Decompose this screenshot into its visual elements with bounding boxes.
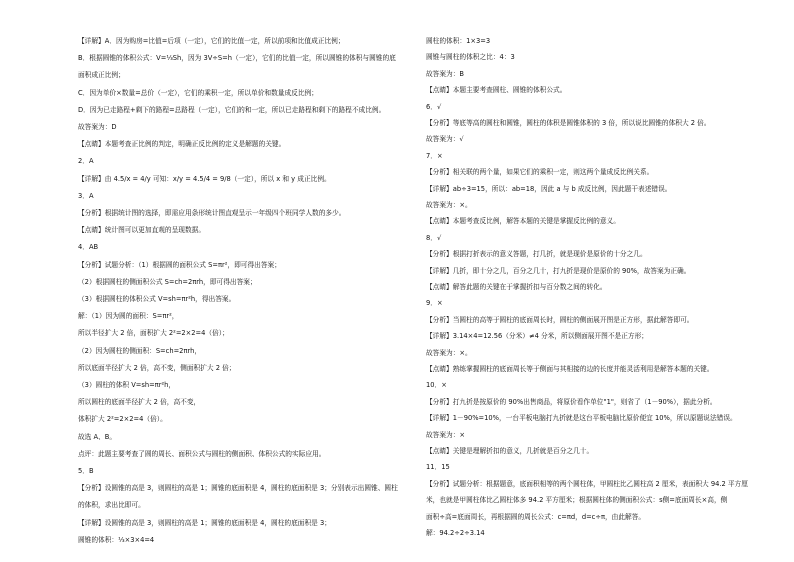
text-line: 3．A <box>78 191 94 200</box>
text-line: 所以半径扩大 2 倍，面积扩大 2²=2×2=4（倍）； <box>78 329 229 338</box>
text-line: 6．√ <box>426 102 442 111</box>
text-line: 【分析】当圆柱的高等于圆柱的底面周长时，圆柱的侧面展开图是正方形，据此解答即可。 <box>426 315 694 324</box>
text-line: 圆柱的体积：1×3=3 <box>426 37 491 45</box>
text-line: 【点睛】本题考查正比例的判定，明确正反比例的定义是解题的关键。 <box>78 140 286 149</box>
text-line: C．因为单价×数量=总价（一定），它们的乘积一定，所以单价和数量成反比例； <box>78 88 318 97</box>
text-line: 【分析】根据打折表示的意义答题，打几折，就是现价是原价的十分之几。 <box>426 250 647 259</box>
text-line: 【详解】3.14×4=12.56（分米）≠4 分米，所以侧面展开图不是正方形； <box>426 332 648 341</box>
text-line: 故答案为：D <box>78 123 117 131</box>
text-line: 所以圆柱的底面半径扩大 2 倍，高不变， <box>78 398 201 407</box>
text-line: 【点睛】关键是理解折扣的意义，几折就是百分之几十。 <box>426 447 594 455</box>
text-line: 9．× <box>426 299 443 308</box>
text-line: 故答案为：× <box>426 430 466 439</box>
text-line: 11．15 <box>426 463 450 472</box>
text-line: 【详解】ab÷3=15，所以：ab=18，因此 a 与 b 成反比例，因此题干表述错误。 <box>426 184 672 193</box>
text-line: 【分析】试题分析：根据题意，底面积相等的两个圆柱体，甲圆柱比乙圆柱高 2 厘米，表面积大 94.2 平方厘 <box>426 479 748 488</box>
text-line: 5．B <box>78 467 94 475</box>
text-line: 所以底面半径扩大 2 倍，高不变，侧面积扩大 2 倍； <box>78 363 236 372</box>
text-line: 【分析】打九折是按原价的 90%出售商品，将原价看作单位"1"，则省了（1－90%），据此分析。 <box>426 397 717 406</box>
text-line: D．因为已走路程+剩下的路程=总路程（一定），它们的和一定，所以已走路程和剩下的路程不成比例。 <box>78 105 386 114</box>
text-line: 【详解】1－90%=10%，一台平板电脑打九折就是这台平板电脑比原价便宜 10%，所以原题说法错误。 <box>426 414 737 423</box>
text-line: 米，也就是甲圆柱体比乙圆柱体多 94.2 平方厘米；根据圆柱体的侧面积公式：s侧=底面周长×高，侧 <box>426 496 728 505</box>
text-line: 【分析】根据统计图的选择，即需应用条形统计图直观呈示一年级四个班同学人数的多少。 <box>78 209 346 217</box>
text-line: 【点睛】本题主要考查圆柱、圆锥的体积公式。 <box>426 86 567 95</box>
text-line: 面积÷高=底面周长，再根据圆的周长公式：c=πd，d=c÷π，由此解答。 <box>426 512 646 521</box>
text-line: 8．√ <box>426 233 442 242</box>
text-line: 【详解】由 4.5/x = 4/y 可知：x/y = 4.5/4 = 9/8（一定），所以 x 和 y 成正比例。 <box>78 174 331 183</box>
text-line: 故答案为：√ <box>426 135 464 144</box>
text-line: 【分析】设圆锥的高是 3，则圆柱的高是 1；圆锥的底面积是 4，圆柱的底面积是 3；分别表示出圆锥、圆柱 <box>78 484 398 493</box>
text-line: 【点睛】解答此题的关键在于掌握折扣与百分数之间的转化。 <box>426 283 607 291</box>
text-line: 【详解】A．因为购房=比值=后项（一定），它们的比值一定，所以前项和比值成正比例； <box>78 37 345 45</box>
text-line: 面积成正比例； <box>78 71 125 80</box>
text-line: 2．A <box>78 157 94 166</box>
text-line: 圆锥与圆柱的体积之比：4：3 <box>426 53 515 62</box>
text-line: 故答案为：×。 <box>426 348 472 357</box>
text-line: 故答案为：×。 <box>426 201 472 209</box>
text-line: 10．× <box>426 381 447 390</box>
text-line: （2）因为圆柱的侧面积：S=ch=2πrh， <box>78 346 202 355</box>
text-line: （2）根据圆柱的侧面积公式 S=ch=2πrh，即可得出答案； <box>78 277 257 286</box>
text-line: 【点睛】统计图可以更加直观的呈现数据。 <box>78 226 206 235</box>
text-line: （3）圆柱的体积 V=sh=πr²h， <box>78 381 176 389</box>
text-line: 【分析】试题分析：（1）根据圆的面积公式 S=πr²，即可得出答案； <box>78 260 281 269</box>
text-line: 解：94.2÷2÷3.14 <box>426 529 485 537</box>
text-line: 【点睛】本题考查反比例，解答本题的关键是掌握反比例的意义。 <box>426 217 620 226</box>
text-line: 体积扩大 2²=2×2=4（倍）。 <box>78 415 167 424</box>
text-line: 解：（1）因为圆的面积：S=πr²， <box>78 312 179 321</box>
text-line: 故答案为：B <box>426 69 465 78</box>
text-line: 【分析】等底等高的圆柱和圆锥，圆柱的体积是圆锥体积的 3 倍，所以说比圆锥的体积大 2 倍。 <box>426 119 711 127</box>
text-line: B．根据圆锥的体积公式：V=⅓Sh，因为 3V÷S=h（一定），它们的比值一定，所以圆锥的体积与圆锥的底 <box>78 54 396 63</box>
text-line: 4．AB <box>78 243 99 252</box>
text-line: 【分析】相关联的两个量，如果它们的乘积一定，则这两个量成反比例关系。 <box>426 168 654 177</box>
text-line: 的体积，求出比即可。 <box>78 501 145 510</box>
text-line: 【详解】设圆锥的高是 3，则圆柱的高是 1；圆锥的底面积是 4，圆柱的底面积是 3； <box>78 518 331 527</box>
text-line: 圆锥的体积：⅓×3×4=4 <box>78 535 155 544</box>
text-line: 7．× <box>426 151 443 160</box>
text-line: 【点睛】熟练掌握圆柱的底面周长等于侧面与其相接的边的长度并能灵活利用是解答本题的关键。 <box>426 365 714 373</box>
text-line: 故选 A、B。 <box>78 432 117 441</box>
text-line: （3）根据圆柱的体积公式 V=sh=πr²h，得出答案。 <box>78 295 236 303</box>
text-line: 【详解】几折，即十分之几，百分之几十，打九折是现价是原价的 90%，故答案为正确。 <box>426 266 691 275</box>
text-line: 点评：此题主要考查了圆的周长、面积公式与圆柱的侧面积、体积公式的实际应用。 <box>78 449 326 458</box>
